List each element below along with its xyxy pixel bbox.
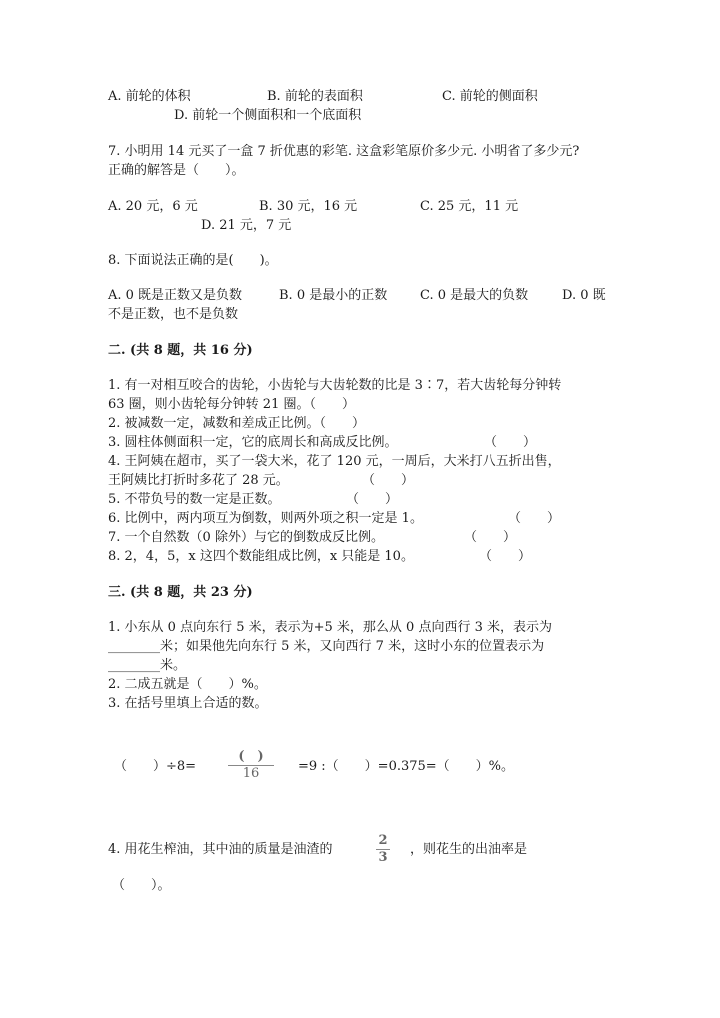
s2-item-4-line1: 4. 王阿姨在超市，买了一袋大米，花了 120 元，一周后，大米打八五折出售， — [108, 454, 561, 469]
q7-option-b: B. 30 元，16 元 — [259, 199, 358, 214]
s2-item-3-paren: （ ） — [484, 435, 537, 450]
q7-option-a: A. 20 元，6 元 — [108, 199, 198, 214]
q8-option-a: A. 0 既是正数又是负数 — [108, 288, 243, 303]
s2-item-5-paren: （ ） — [346, 492, 399, 507]
q7-text-line1: 7. 小明用 14 元买了一盒 7 折优惠的彩笔. 这盒彩笔原价多少元. 小明省了多少元? — [108, 144, 580, 159]
s3-q3-equation-part2: =9 :（ ）=0.375=（ ）%。 — [298, 759, 515, 774]
s3-q1-line2: ________米；如果他先向东行 5 米，又向西行 7 米，这时小东的位置表示为 — [108, 639, 545, 654]
section2-title: 二. (共 8 题，共 16 分) — [108, 343, 253, 358]
s2-item-1-line1: 1. 有一对相互咬合的齿轮，小齿轮与大齿轮数的比是 3∶7，若大齿轮每分钟转 — [108, 378, 562, 393]
q8-option-d: D. 0 既 — [562, 288, 606, 303]
s2-item-2: 2. 被减数一定，减数和差成正比例。（ ） — [108, 416, 366, 431]
s3-q3-equation-part1: （ ）÷8= — [114, 759, 197, 774]
s3-q4-text-before: 4. 用花生榨油，其中油的质量是油渣的 — [108, 842, 333, 857]
s3-q3-fraction — [228, 750, 274, 781]
s3-q4-line2: （ ）。 — [112, 878, 171, 893]
s2-item-6-paren: （ ） — [508, 511, 561, 526]
s2-item-8-paren: （ ） — [479, 549, 532, 564]
q7-option-d: D. 21 元，7 元 — [201, 218, 292, 233]
s3-q3-fraction-denominator: 16 — [242, 766, 260, 781]
s3-q2: 2. 二成五就是（ ）%。 — [108, 677, 267, 692]
section3-title: 三. (共 8 题，共 23 分) — [108, 585, 253, 600]
s3-q3-fraction-numerator: ( ) — [238, 749, 264, 764]
s3-q3: 3. 在括号里填上合适的数。 — [108, 696, 268, 711]
s2-item-5: 5. 不带负号的数一定是正数。 — [108, 492, 281, 507]
s2-item-4-line2: 王阿姨比打折时多花了 28 元。 — [108, 473, 289, 488]
q7-option-c: C. 25 元，11 元 — [420, 199, 519, 214]
s2-item-6: 6. 比例中，两内项互为倒数，则两外项之积一定是 1。 — [108, 511, 423, 526]
q6-option-a: A. 前轮的体积 — [108, 89, 191, 104]
s2-item-7-paren: （ ） — [464, 530, 517, 545]
s2-item-7: 7. 一个自然数（0 除外）与它的倒数成反比例。 — [108, 530, 384, 545]
s3-q4-fraction — [376, 834, 390, 865]
q8-text: 8. 下面说法正确的是( )。 — [108, 253, 278, 268]
s2-item-4-paren: （ ） — [362, 473, 415, 488]
s3-q4-fraction-denominator: 3 — [378, 850, 388, 865]
q6-option-d: D. 前轮一个侧面积和一个底面积 — [174, 108, 362, 123]
s3-q4-fraction-numerator: 2 — [378, 833, 388, 848]
q6-option-c: C. 前轮的侧面积 — [442, 89, 538, 104]
q8-option-c: C. 0 是最大的负数 — [420, 288, 529, 303]
s2-item-3: 3. 圆柱体侧面积一定，它的底周长和高成反比例。 — [108, 435, 398, 450]
s2-item-1-line2: 63 圈，则小齿轮每分钟转 21 圈。（ ） — [108, 397, 355, 412]
s3-q1-line1: 1. 小东从 0 点向东行 5 米，表示为+5 米，那么从 0 点向西行 3 米，表示为 — [108, 620, 552, 635]
q8-option-d-continued: 不是正数，也不是负数 — [108, 307, 239, 322]
s2-item-8: 8. 2，4，5，x 这四个数能组成比例，x 只能是 10。 — [108, 549, 414, 564]
s3-q1-line3: ________米。 — [108, 658, 187, 673]
q7-text-line2: 正确的解答是（ ）。 — [108, 163, 245, 178]
q6-option-b: B. 前轮的表面积 — [267, 89, 363, 104]
s3-q4-text-after: ，则花生的出油率是 — [410, 842, 528, 857]
q8-option-b: B. 0 是最小的正数 — [279, 288, 388, 303]
